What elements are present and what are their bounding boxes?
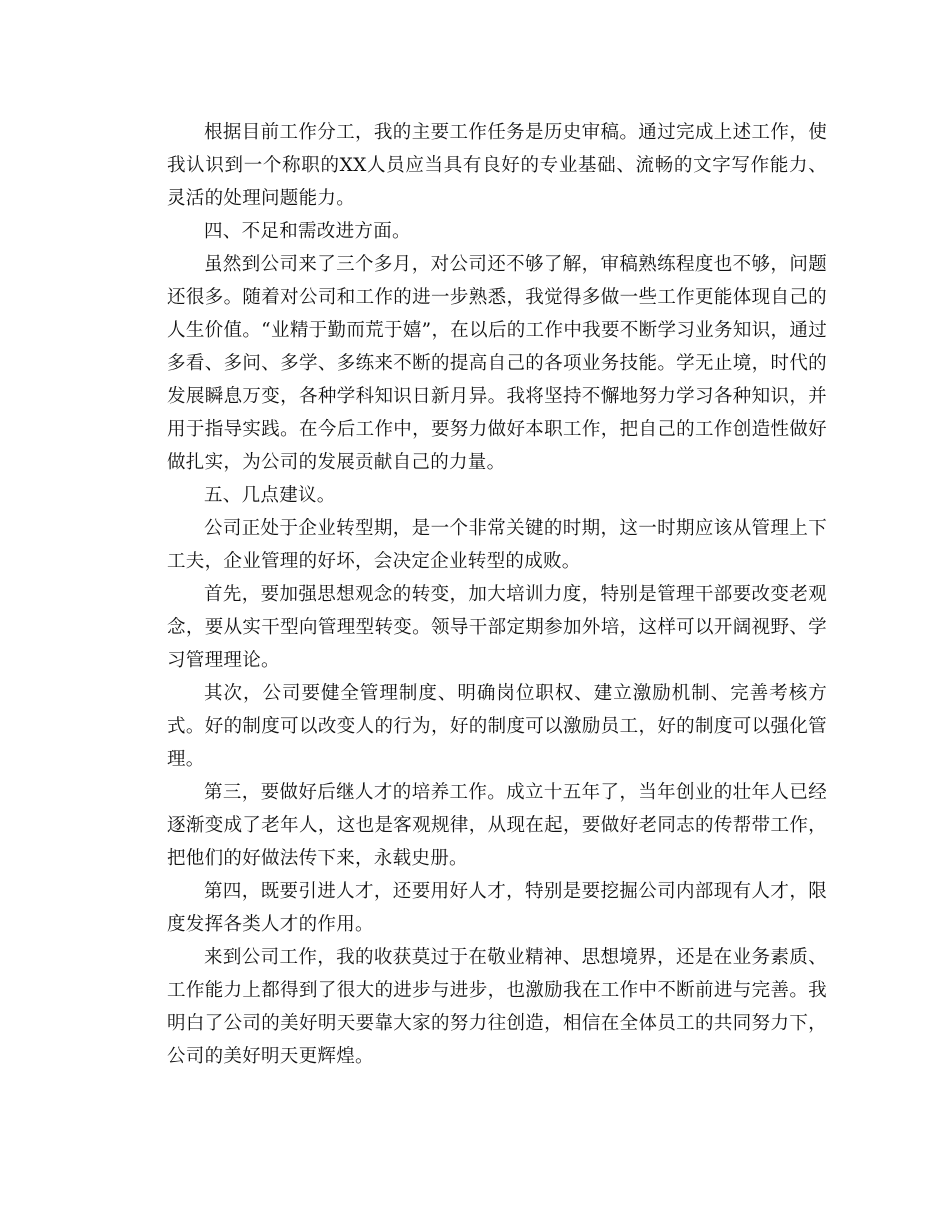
paragraph-conclusion: 来到公司工作，我的收获莫过于在敬业精神、思想境界，还是在业务素质、工作能力上都得到了很大的进步与进步，也激励我在工作中不断前进与完善。我明白了公司的美好明天要靠大家的努力往创造，相信在全体员工的共同努力下，公司的美好明天更辉煌。 <box>167 947 827 1067</box>
paragraph-responsibilities: 根据目前工作分工，我的主要工作任务是历史审稿。通过完成上述工作，使我认识到一个称职的XX人员应当具有良好的专业基础、流畅的文字写作能力、灵活的处理问题能力。 <box>167 122 827 209</box>
section-heading-suggestions: 五、几点建议。 <box>204 485 336 506</box>
paragraph-first-suggestion: 首先，要加强思想观念的转变，加大培训力度，特别是管理干部要改变老观念，要从实干型向管理型转变。领导干部定期参加外培，这样可以开阔视野、学习管理理论。 <box>167 584 827 671</box>
paragraph-third-suggestion: 第三，要做好后继人才的培养工作。成立十五年了，当年创业的壮年人已经逐渐变成了老年人，这也是客观规律，从现在起，要做好老同志的传帮带工作，把他们的好做法传下来，永载史册。 <box>167 782 827 869</box>
paragraph-transformation: 公司正处于企业转型期，是一个非常关键的时期，这一时期应该从管理上下工夫，企业管理的好坏，会决定企业转型的成败。 <box>167 518 827 572</box>
paragraph-second-suggestion: 其次，公司要健全管理制度、明确岗位职权、建立激励机制、完善考核方式。好的制度可以改变人的行为，好的制度可以激励员工，好的制度可以强化管理。 <box>167 683 827 770</box>
section-heading-shortcomings: 四、不足和需改进方面。 <box>204 221 411 242</box>
document-body <box>167 116 827 1073</box>
paragraph-fourth-suggestion: 第四，既要引进人才，还要用好人才，特别是要挖掘公司内部现有人才，限度发挥各类人才的作用。 <box>167 881 827 935</box>
paragraph-shortcomings: 虽然到公司来了三个多月，对公司还不够了解，审稿熟练程度也不够，问题还很多。随着对公司和工作的进一步熟悉，我觉得多做一些工作更能体现自己的人生价值。“业精于勤而荒于嬉”，在以后的工作中我要不断学习业务知识，通过多看、多问、多学、多练来不断的提高自己的各项业务技能。学无止境，时代的发展瞬息万变，各种学科知识日新月异。我将坚持不懈地努力学习各种知识，并用于指导实践。在今后工作中，要努力做好本职工作，把自己的工作创造性做好做扎实，为公司的发展贡献自己的力量。 <box>167 254 827 473</box>
